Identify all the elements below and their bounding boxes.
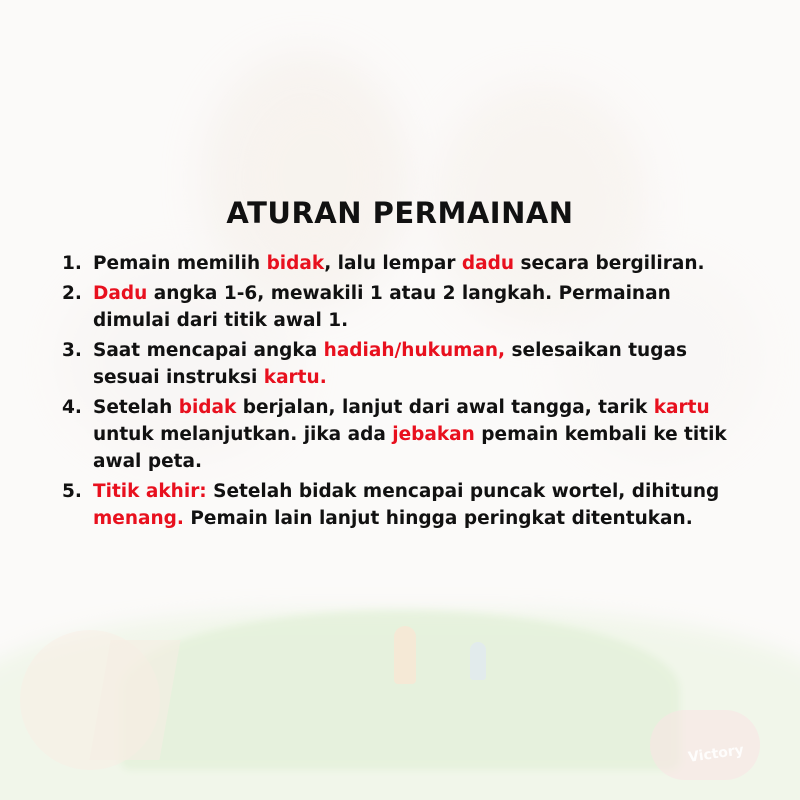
- rule-keyword: menang.: [93, 508, 184, 529]
- rule-text-segment: pemain kembali ke titik awal peta.: [93, 424, 727, 472]
- rule-text-segment: selesaikan tugas sesuai instruksi: [93, 340, 687, 388]
- rule-keyword: kartu: [653, 397, 710, 418]
- rule-number: 1.: [62, 253, 82, 274]
- rule-text: [93, 397, 727, 472]
- rule-number: 2.: [62, 283, 82, 304]
- rule-number: 5.: [62, 481, 82, 502]
- rule-keyword: Titik akhir:: [93, 481, 207, 502]
- rule-text-segment: untuk melanjutkan. jika ada: [93, 424, 393, 445]
- rule-text: [93, 340, 687, 388]
- rule-text-segment: Setelah: [93, 397, 179, 418]
- rule-keyword: hadiah/hukuman,: [323, 340, 506, 361]
- rule-item: [62, 250, 742, 277]
- rule-text-segment: Pemain memilih: [93, 253, 267, 274]
- rule-item: [62, 394, 742, 475]
- page-title: ATURAN PERMAINAN: [226, 196, 574, 230]
- rule-text-segment: angka 1-6, mewakili 1 atau 2 langkah. Permainan dimulai dari titik awal 1.: [93, 283, 671, 331]
- rule-keyword: bidak: [178, 397, 237, 418]
- rule-number: 4.: [62, 397, 82, 418]
- rule-keyword: jebakan: [392, 424, 475, 445]
- rule-text-segment: Pemain lain lanjut hingga peringkat ditentukan.: [183, 508, 693, 529]
- rule-text: [93, 481, 719, 529]
- rule-text-segment: Saat mencapai angka: [93, 340, 324, 361]
- rule-keyword: bidak: [266, 253, 325, 274]
- rule-item: [62, 337, 742, 391]
- rule-text-segment: berjalan, lanjut dari awal tangga, tarik: [236, 397, 654, 418]
- rule-keyword: Dadu: [93, 283, 148, 304]
- rule-text: [93, 283, 671, 331]
- rules-list: [62, 250, 742, 535]
- rule-item: [62, 478, 742, 532]
- rule-item: [62, 280, 742, 334]
- rule-text: [93, 253, 705, 274]
- rule-text-segment: , lalu lempar: [324, 253, 462, 274]
- rule-text-segment: Setelah bidak mencapai puncak wortel, dihitung: [206, 481, 720, 502]
- rule-number: 3.: [62, 340, 82, 361]
- rule-keyword: kartu.: [263, 367, 327, 388]
- rule-keyword: dadu: [461, 253, 515, 274]
- rule-text-segment: secara bergiliran.: [514, 253, 705, 274]
